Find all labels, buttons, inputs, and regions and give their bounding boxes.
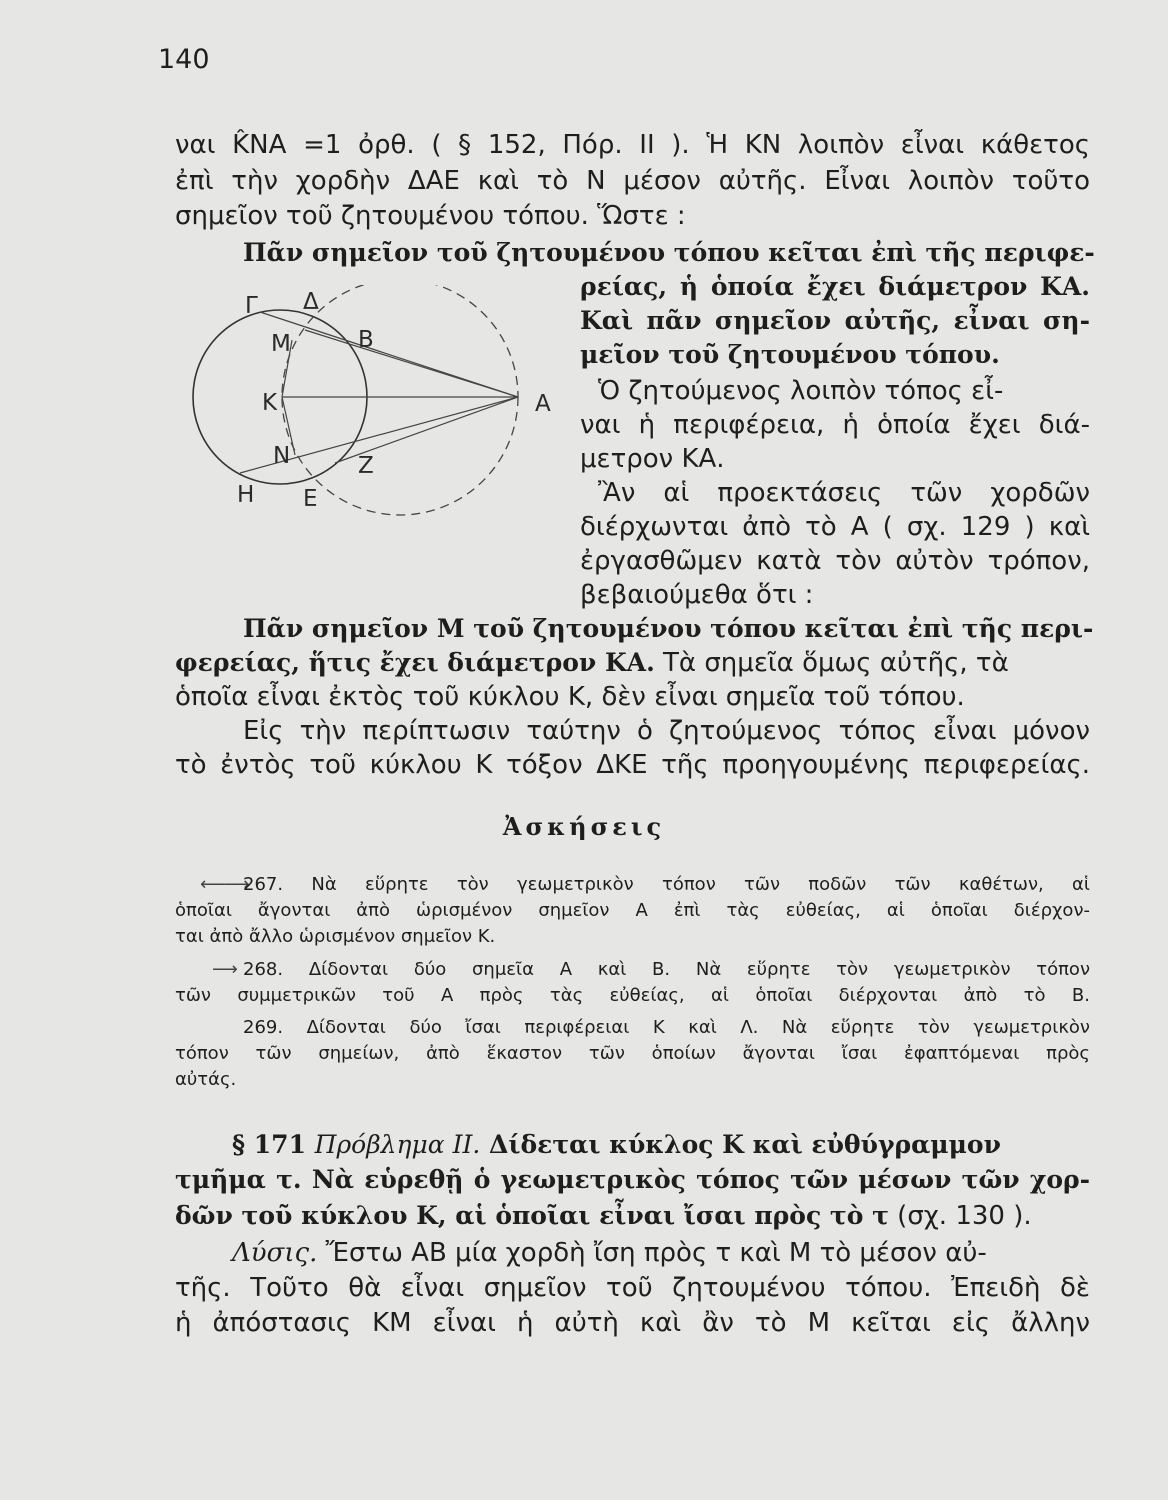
exercise-267-marker [200,872,248,898]
chord-b-a [305,330,518,397]
theorem2-line-2-rest: Τὰ σημεῖα ὅμως αὐτῆς, τὰ [654,648,1009,678]
problem-label: Πρόβλημα II. [314,1130,481,1159]
theorem1-line-2: ρείας, ἡ ὁποία ἔχει διάμετρον ΚΑ. [580,272,1090,301]
side-line-5: διέρχωνται ἀπὸ τὸ Α ( σχ. 129 ) καὶ [580,512,1090,542]
exercise-268-marker [212,957,236,983]
exercise-267-arrow: ⟵⟶ [200,874,248,895]
theorem2-line-1: Πᾶν σημεῖον Μ τοῦ ζητουμένου τόπου κεῖται ἐπὶ τῆς περι- [243,614,1094,643]
theorem1-line-3: Καὶ πᾶν σημεῖον αὐτῆς, εἶναι ση- [580,306,1090,335]
label-m: Μ [271,331,291,357]
exercise-267-line-3: ται ἀπὸ ἄλλο ὡρισμένον σημεῖον Κ. [175,926,496,947]
exercise-267-line-2: ὁποῖαι ἄγονται ἀπὸ ὡρισμένον σημεῖον Α ἐπὶ τὰς εὐθείας, αἱ ὁποῖαι διέρχον- [175,900,1090,921]
solution-label: Λύσις. [232,1238,318,1268]
label-n: Ν [273,443,291,469]
problem-section: § 171 [232,1130,315,1159]
side-line-3: μετρον ΚΑ. [580,444,725,474]
exercise-268-arrow: ⟶ [212,959,236,980]
problem-line-3-bold: δῶν τοῦ κύκλου Κ, αἱ ὁποῖαι εἶναι ἴσαι πρὸς τὸ τ [175,1201,889,1230]
label-z: Ζ [358,453,374,479]
exercise-268-line-1: 268. Δίδονται δύο σημεῖα Α καὶ Β. Νὰ εὕρητε τὸν γεωμετρικὸν τόπον [243,959,1090,980]
exercise-268-line-2: τῶν συμμετρικῶν τοῦ Α πρὸς τὰς εὐθείας, αἱ ὁποῖαι διέρχονται ἀπὸ τὸ Β. [175,985,1090,1006]
problem-line-3 [175,1199,1032,1233]
label-e: Ε [303,486,318,512]
problem-line-1-bold: Δίδεται κύκλος Κ καὶ εὐθύγραμμον [480,1130,1001,1159]
theorem2-line-2 [175,646,1090,680]
intro-line-1: ναι K̂NA =1 ὀρθ. ( § 152, Πόρ. II ). Ἡ ΚΝ λοιπὸν εἶναι κάθετος [175,130,1090,160]
exercise-269-line-2: τόπον τῶν σημείων, ἀπὸ ἕκαστον τῶν ὁποίων ἄγονται ἴσαι ἐφαπτόμεναι πρὸς [175,1043,1090,1064]
problem-line-2: τμῆμα τ. Νὰ εὑρεθῇ ὁ γεωμετρικὸς τόπος τῶν μέσων τῶν χορ- [175,1165,1090,1194]
label-delta: Δ [303,289,319,315]
label-a: Α [535,391,551,417]
label-k: Κ [262,390,278,416]
problem-line-3-rest: (σχ. 130 ). [888,1201,1032,1231]
page-number: 140 [158,44,210,75]
intro-line-2: ἐπὶ τὴν χορδὴν ΔΑΕ καὶ τὸ Ν μέσον αὐτῆς. Εἶναι λοιπὸν τοῦτο [175,166,1090,196]
exercise-269-line-1: 269. Δίδονται δύο ἴσαι περιφέρειαι Κ καὶ Λ. Νὰ εὕρητε τὸν γεωμετρικὸν [243,1017,1090,1038]
side-line-7: βεβαιούμεθα ὅτι : [580,580,814,610]
theorem2-line-5: τὸ ἐντὸς τοῦ κύκλου Κ τόξον ΔΚΕ τῆς προηγουμένης περιφερείας. [175,750,1090,780]
theorem2-line-4: Εἰς τὴν περίπτωσιν ταύτην ὁ ζητούμενος τόπος εἶναι μόνον [243,716,1090,746]
intro-line-3: σημεῖον τοῦ ζητουμένου τόπου. Ὥστε : [175,201,686,231]
problem-line-1 [232,1128,1090,1162]
side-line-4: Ἂν αἱ προεκτάσεις τῶν χορδῶν [598,478,1090,508]
locus-circle-dashed [282,285,518,515]
exercise-269-line-3: αὐτάς. [175,1069,237,1090]
solution-line-2: τῆς. Τοῦτο θὰ εἶναι σημεῖον τοῦ ζητουμένου τόπου. Ἐπειδὴ δὲ [175,1273,1090,1303]
side-line-2: ναι ἡ περιφέρεια, ἡ ὁποία ἔχει διά- [580,410,1090,440]
solution-line-1 [232,1236,1090,1270]
side-line-6: ἐργασθῶμεν κατὰ τὸν αὐτὸν τρόπον, [580,546,1090,576]
label-h: Η [237,482,255,508]
theorem1-line-4: μεῖον τοῦ ζητουμένου τόπου. [580,340,1000,369]
solution-line-1-text: Ἔστω ΑΒ μία χορδὴ ἴση πρὸς τ καὶ Μ τὸ μέσον αὐ- [317,1238,987,1268]
label-b: Β [358,327,374,353]
exercises-heading: Ἀσκήσεις [502,812,666,841]
exercise-267-line-1: 267. Νὰ εὕρητε τὸν γεωμετρικὸν τόπον τῶν ποδῶν τῶν καθέτων, αἱ [243,874,1090,895]
side-line-1: Ὁ ζητούμενος λοιπὸν τόπος εἶ- [598,376,1004,406]
theorem2-line-2-bold: φερείας, ἥτις ἔχει διάμετρον ΚΑ. [175,648,655,677]
geometry-figure [185,285,565,530]
solution-line-3: ἡ ἀπόστασις ΚΜ εἶναι ἡ αὐτὴ καὶ ἂν τὸ Μ κεῖται εἰς ἄλλην [175,1308,1090,1338]
label-gamma: Γ [245,293,258,319]
theorem1-line-1: Πᾶν σημεῖον τοῦ ζητουμένου τόπου κεῖται ἐπὶ τῆς περιφε- [243,238,1095,267]
theorem2-line-3: ὁποῖα εἶναι ἐκτὸς τοῦ κύκλου Κ, δὲν εἶναι σημεῖα τοῦ τόπου. [175,682,965,712]
